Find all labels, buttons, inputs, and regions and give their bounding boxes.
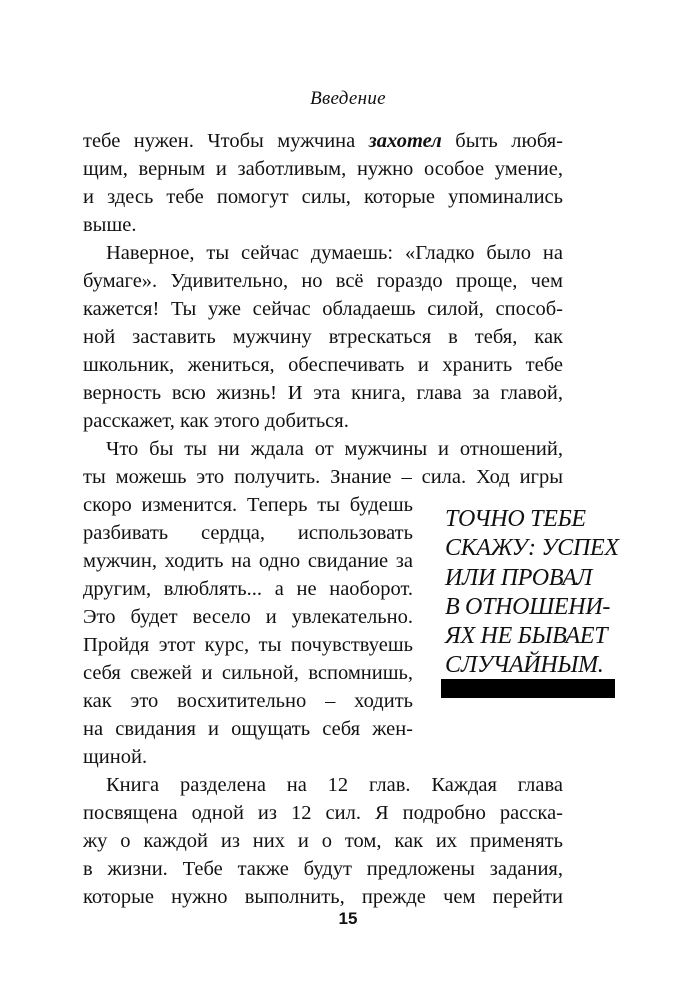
text-span: тебе нужен. Чтобы мужчина [83, 130, 369, 152]
pull-quote-bar [441, 679, 615, 698]
text-line: посвящена одной из 12 сил. Я подробно расска- [83, 802, 563, 824]
text-line: кажется! Ты уже сейчас обладаешь силой, способ- [83, 298, 563, 320]
running-head: Введение [310, 88, 386, 109]
text-line: и здесь тебе помогут силы, которые упоминались [83, 186, 563, 208]
text-line: Это будет весело и увлекательно. [83, 606, 413, 628]
pull-quote-line: В ОТНОШЕНИ- [445, 593, 611, 620]
pull-quote-line: ИЛИ ПРОВАЛ [445, 564, 593, 591]
text-line: которые нужно выполнить, прежде чем перейти [83, 886, 563, 908]
text-line: верность всю жизнь! И эта книга, глава за главой, [83, 382, 563, 404]
text-line: щим, верным и заботливым, нужно особое умение, [83, 158, 563, 180]
text-line: разбивать сердца, использовать [83, 522, 413, 544]
pull-quote-line: ЯХ НЕ БЫВАЕТ [445, 623, 608, 650]
pull-quote-line: СКАЖУ: УСПЕХ [445, 535, 619, 562]
text-line: Наверное, ты сейчас думаешь: «Гладко было на [106, 242, 563, 264]
text-line: бумаге». Удивительно, но всё гораздо проще, чем [83, 270, 563, 292]
pull-quote-line: СЛУЧАЙНЫМ. [445, 652, 604, 679]
text-line: Пройдя этот курс, ты почувствуешь [83, 634, 413, 656]
text-line: в жизни. Тебе также будут предложены задания, [83, 858, 563, 880]
text-line: расскажет, как этого добиться. [83, 410, 349, 432]
text-line: на свидания и ощущать себя жен- [83, 718, 413, 740]
text-line: другим, влюблять... а не наоборот. [83, 578, 413, 600]
text-line: мужчин, ходить на одно свидание за [83, 550, 413, 572]
text-line: как это восхитительно – ходить [83, 690, 413, 712]
pull-quote [445, 505, 625, 681]
text-line: ной заставить мужчину втрескаться в тебя, как [83, 326, 563, 348]
text-line: ты можешь это получить. Знание – сила. Ход игры [83, 466, 563, 488]
text-line: жу о каждой из них и о том, как их применять [83, 830, 563, 852]
emphasized-word: захотел [368, 130, 442, 152]
page-number: 15 [338, 909, 358, 928]
text-line: Что бы ты ни ждала от мужчины и отношений, [106, 438, 563, 460]
text-span: быть любя- [441, 130, 563, 152]
text-line: щиной. [83, 746, 148, 768]
text-line: выше. [83, 214, 137, 236]
text-line: себя свежей и сильной, вспомнишь, [83, 662, 413, 684]
text-line: школьник, жениться, обеспечивать и хранить тебе [83, 354, 563, 376]
text-line: Книга разделена на 12 глав. Каждая глава [106, 774, 563, 796]
text-line: скоро изменится. Теперь ты будешь [83, 494, 413, 516]
text-line [83, 126, 563, 156]
pull-quote-line: ТОЧНО ТЕБЕ [445, 506, 586, 532]
